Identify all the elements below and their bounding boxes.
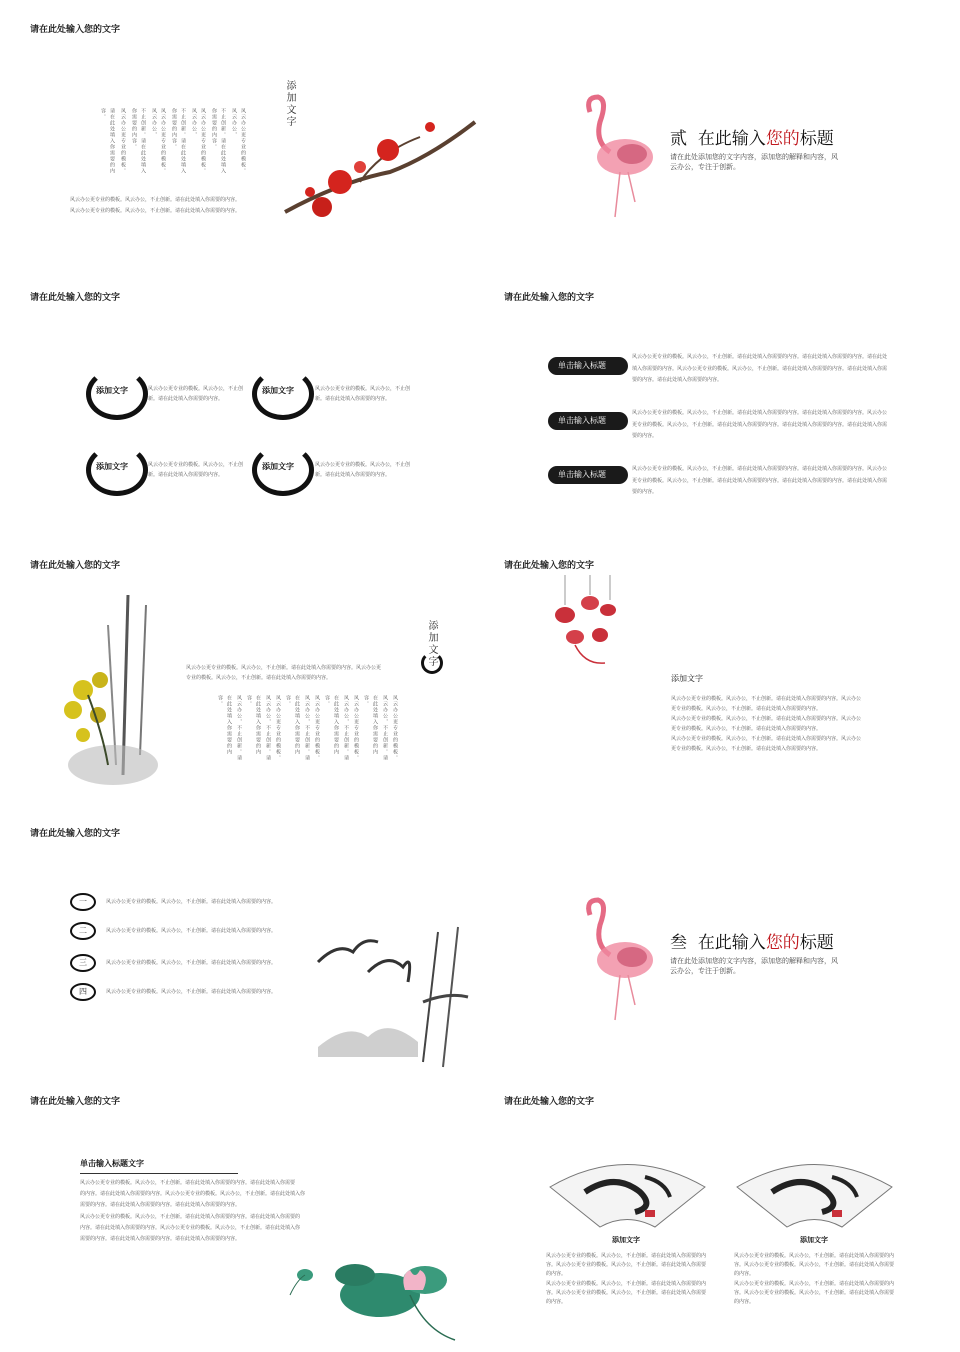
list-item-text: 风云办公更专业的模板。风云办公，不止创新。请在此处填入你需要的内容。: [106, 928, 277, 934]
body-line: 风云办公更专业的模板。风云办公，不止创新。请在此处填入你需要的内容。风云办公更: [186, 665, 382, 671]
body-line: 风云办公更专业的模板。风云办公，不止创新。请在此处填入你需要的内: [734, 1281, 895, 1287]
title-button[interactable]: 单击输入标题: [548, 357, 628, 375]
item-text: 风云办公更专业的模板。风云办公，不止创新。请在此处填入你需要的内容。: [315, 462, 411, 478]
number-badge: 一: [70, 893, 96, 911]
plum-blossom-illustration: [280, 112, 480, 222]
section-title: [670, 124, 834, 149]
ink-ring-icon: [421, 652, 443, 674]
item-text: 风云办公更专业的模板。风云办公，不止创新。请在此处填入你需要的内容。: [148, 386, 244, 402]
body-line: 风云办公更专业的模板。风云办公，不止创新。请在此处填入你需要的内容。请在此处填入你需要的: [80, 1214, 301, 1220]
slide-title: 请在此处输入您的文字: [504, 1097, 595, 1107]
flamingo-illustration: [570, 92, 660, 222]
vertical-text-block: [98, 108, 247, 178]
vertical-title: 添加文字: [426, 620, 437, 668]
vertical-text-col: 风云办公，不止创新。请: [343, 695, 349, 761]
vertical-text-col: 风云办公更专业的模板。: [275, 695, 281, 761]
body-line: 风云办公更专业的模板。风云办公，不止创新。请在此处填入你需要的内容。: [70, 197, 241, 203]
heading-underline: [80, 1173, 238, 1174]
section-desc: 请在此处添加您的文字内容，添加您的解释和内容，风云办公，专注于创新。: [670, 957, 838, 975]
slide-title: 请在此处输入您的文字: [30, 829, 121, 839]
body-line: 容。风云办公更专业的模板。风云办公，不止创新。请在此处填入你需要: [546, 1290, 707, 1296]
slide-title: 请在此处输入您的文字: [504, 293, 595, 303]
title-text: 标题: [799, 933, 834, 953]
body-line: 风云办公更专业的模板。风云办公，不止创新。请在此处填入你需要的内: [546, 1281, 707, 1287]
vertical-text-col: 风云办公更专业的模板。: [353, 695, 359, 761]
section-heading: 单击输入标题文字: [80, 1159, 144, 1168]
vertical-title: 添加文字: [284, 80, 295, 128]
body-line: 风云办公更专业的模板。风云办公，不止创新。请在此处填入你需要的内: [546, 1253, 707, 1259]
item-label: 添加文字: [262, 386, 294, 395]
vertical-text-col: 风云办公，不止创新。请: [236, 695, 242, 761]
body-line: 更专业的模板。风云办公，不止创新。请在此处填入你需要的内容。: [671, 726, 822, 732]
title-text: 标题: [799, 129, 834, 149]
section-heading: 添加文字: [800, 1236, 828, 1244]
item-label: 添加文字: [262, 462, 294, 471]
vertical-text-col: 不止创新。请在此处填入你需要的内容。: [171, 108, 186, 174]
vertical-text-col: 在此处填入你需要的内容。: [285, 695, 300, 755]
body-line: 风云办公更专业的模板。风云办公，不止创新。请在此处填入你需要的内: [734, 1253, 895, 1259]
body-line: 内容。请在此处填入你需要的内容。风云办公更专业的模板。风云办公，不止创新。请在此处填入你: [80, 1225, 301, 1231]
body-line: 的内容。: [546, 1271, 567, 1277]
section-heading: 添加文字: [671, 674, 703, 683]
body-line: 的内容。: [734, 1299, 755, 1305]
number-badge: 四: [70, 983, 96, 1001]
body-line: 更专业的模板。风云办公，不止创新。请在此处填入你需要的内容。: [671, 746, 822, 752]
vertical-text-col: 风云办公更专业的模板。: [314, 695, 320, 761]
item-text: 风云办公更专业的模板。风云办公，不止创新。请在此处填入你需要的内容。: [315, 386, 411, 402]
item-text: 风云办公更专业的模板。风云办公，不止创新。请在此处填入你需要的内容。请在此处填入你需要的内容。请在此处填入你需要的内容。风云办公更专业的模板。风云办公，不止创新。请在此处填入你需要的内容。请在此处填入你需要的内容。请在此处填入你需要的内容。: [632, 354, 888, 383]
vertical-text-col: 在此处填入你需要的内容。: [246, 695, 261, 755]
section-title: [670, 928, 834, 953]
body-line: 风云办公更专业的模板。风云办公，不止创新。请在此处填入你需要的内容。风云办公: [671, 696, 862, 702]
title-text: 在此输入: [697, 933, 766, 953]
list-item-text: 风云办公更专业的模板。风云办公，不止创新。请在此处填入你需要的内容。: [106, 960, 277, 966]
section-desc: 请在此处添加您的文字内容，添加您的解释和内容，风云办公，专注于创新。: [670, 153, 838, 171]
number-badge: 三: [70, 954, 96, 972]
body-line: 专业的模板。风云办公，不止创新。请在此处填入你需要的内容。: [186, 675, 332, 681]
flamingo-illustration: [570, 895, 660, 1025]
vertical-text-col: 风云办公，不止创新。请: [382, 695, 388, 761]
item-label: 添加文字: [96, 462, 128, 471]
body-line: 的内容。请在此处填入你需要的内容。风云办公更专业的模板。风云办公，不止创新。请在此处填入你: [80, 1191, 306, 1197]
body-line: 更专业的模板。风云办公，不止创新。请在此处填入你需要的内容。: [671, 706, 822, 712]
body-line: 风云办公更专业的模板。风云办公，不止创新。请在此处填入你需要的内容。风云办公: [671, 736, 862, 742]
title-highlight: 您的: [765, 129, 800, 149]
item-label: 添加文字: [96, 386, 128, 395]
body-line: 容。风云办公更专业的模板。风云办公，不止创新。请在此处填入你需要: [546, 1262, 707, 1268]
vertical-text-col: 风云办公，不止创新。请: [265, 695, 271, 761]
cranes-bamboo-illustration: [308, 922, 478, 1072]
list-item-text: 风云办公更专业的模板。风云办公，不止创新。请在此处填入你需要的内容。: [106, 899, 277, 905]
body-line: 需要的内容。请在此处填入你需要的内容。请在此处填入你需要的内容。: [80, 1202, 241, 1208]
section-number: 叁: [670, 933, 687, 953]
slide-title: 请在此处输入您的文字: [30, 293, 121, 303]
item-text: 风云办公更专业的模板。风云办公，不止创新。请在此处填入你需要的内容。: [148, 462, 244, 478]
vertical-text-col: 风云办公更专业的模板。风云办公，: [231, 108, 246, 174]
section-number: 贰: [670, 129, 687, 149]
body-line: 容。风云办公更专业的模板。风云办公，不止创新。请在此处填入你需要: [734, 1290, 895, 1296]
slide-title: 请在此处输入您的文字: [30, 25, 121, 35]
body-line: 风云办公更专业的模板。风云办公，不止创新。请在此处填入你需要的内容。风云办公: [671, 716, 862, 722]
body-line: 风云办公更专业的模板。风云办公，不止创新。请在此处填入你需要的内容。: [70, 208, 241, 214]
body-line: 风云办公更专业的模板。风云办公，不止创新。请在此处填入你需要的内容。请在此处填入你需要: [80, 1180, 296, 1186]
vertical-text-col: 不止创新。请在此处填入你需要的内容。: [211, 108, 226, 174]
vertical-text-col: 风云办公更专业的模板。: [392, 695, 398, 761]
title-highlight: 您的: [765, 933, 800, 953]
vertical-text-col: 风云办公更专业的模板。: [120, 108, 126, 174]
fan-painting-illustration: [545, 1152, 710, 1232]
vertical-text-col: 风云办公更专业的模板。风云办公，: [191, 108, 206, 174]
slide-title: 请在此处输入您的文字: [30, 561, 121, 571]
item-text: 风云办公更专业的模板。风云办公，不止创新。请在此处填入你需要的内容。请在此处填入你需要的内容。风云办公更专业的模板。风云办公，不止创新。请在此处填入你需要的内容。请在此处填入你需要的内容。请在此处填入你需要的内容。: [632, 466, 888, 495]
title-button[interactable]: 单击输入标题: [548, 466, 628, 484]
number-badge: 二: [70, 922, 96, 940]
title-text: 在此输入: [697, 129, 766, 149]
vertical-text-col: 风云办公更专业的模板。风云办公，: [151, 108, 166, 174]
body-line: 的内容。: [734, 1271, 755, 1277]
section-heading: 添加文字: [612, 1236, 640, 1244]
slide-title: 请在此处输入您的文字: [504, 561, 595, 571]
vertical-text-block: [215, 695, 399, 761]
body-line: 需要的内容。请在此处填入你需要的内容。请在此处填入你需要的内容。: [80, 1236, 241, 1242]
vertical-text-col: 在此处填入你需要的内容。: [363, 695, 378, 755]
body-line: 容。风云办公更专业的模板。风云办公，不止创新。请在此处填入你需要: [734, 1262, 895, 1268]
lotus-illustration: [285, 1250, 460, 1345]
title-button[interactable]: 单击输入标题: [548, 412, 628, 430]
chrysanthemum-illustration: [28, 585, 163, 795]
vertical-text-col: 在此处填入你需要的内容。: [324, 695, 339, 755]
body-line: 的内容。: [546, 1299, 567, 1305]
slide-title: 请在此处输入您的文字: [30, 1097, 121, 1107]
vertical-text-col: 风云办公，不止创新。请: [304, 695, 310, 761]
list-item-text: 风云办公更专业的模板。风云办公，不止创新。请在此处填入你需要的内容。: [106, 989, 277, 995]
item-text: 风云办公更专业的模板。风云办公，不止创新。请在此处填入你需要的内容。请在此处填入你需要的内容。风云办公更专业的模板。风云办公，不止创新。请在此处填入你需要的内容。请在此处填入你需要的内容。请在此处填入你需要的内容。: [632, 410, 888, 439]
vertical-text-col: 在此处填入你需要的内容。: [217, 695, 232, 755]
vertical-text-col: 请在此处填入你需要的内容。: [100, 108, 115, 174]
lantern-illustration: [545, 575, 635, 670]
vertical-text-col: 不止创新。请在此处填入你需要的内容。: [131, 108, 146, 174]
fan-painting-illustration: [732, 1152, 897, 1232]
